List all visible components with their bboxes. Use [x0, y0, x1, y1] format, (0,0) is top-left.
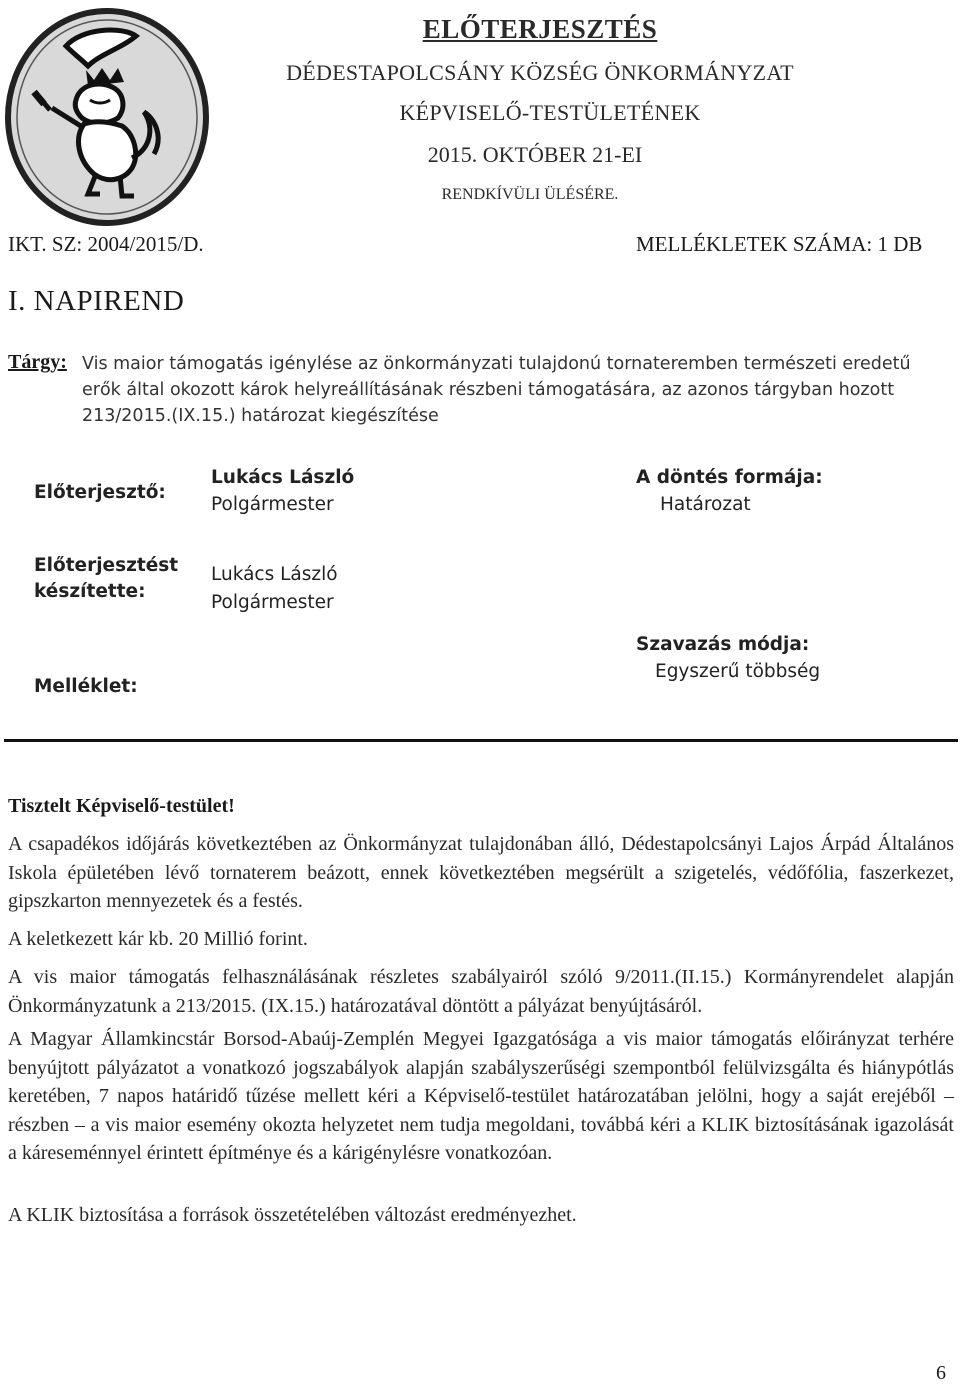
presenter-title: Polgármester [211, 494, 334, 515]
page-number: 6 [936, 1362, 946, 1384]
attachments-count: MELLÉKLETEK SZÁMA: 1 DB [636, 232, 923, 256]
voting-method-value: Egyszerű többség [655, 661, 821, 682]
coat-of-arms-seal-icon [4, 8, 210, 226]
voting-method-label: Szavazás módja: [636, 634, 810, 655]
organization-name: DÉDESTAPOLCSÁNY KÖZSÉG ÖNKORMÁNYZAT [286, 60, 794, 85]
section-divider [4, 739, 958, 742]
attachment-label: Melléklet: [34, 676, 138, 697]
file-number: IKT. SZ: 2004/2015/D. [8, 232, 204, 256]
document-title: ELŐTERJESZTÉS [422, 14, 658, 44]
salutation: Tisztelt Képviselő-testület! [8, 795, 235, 817]
body-paragraph: A keletkezett kár kb. 20 Millió forint. [8, 928, 308, 950]
organization-body: KÉPVISELŐ-TESTÜLETÉNEK [399, 100, 701, 125]
decision-form-label: A döntés formája: [636, 467, 823, 488]
decision-form-value: Határozat [660, 494, 751, 515]
subject-text: Vis maior támogatás igénylése az önkormányzati tulajdonú tornateremben természeti eredetű erők által okozott károk helyreállításának részbeni támogatására, az azonos tárgyban hozott 213/2015.(IX.15.) határozat kiegészítése [82, 354, 911, 426]
meeting-type: RENDKÍVÜLI ÜLÉSÉRE. [441, 186, 619, 203]
prepared-by-label-line2: készítette: [34, 581, 146, 602]
body-paragraph: A csapadékos időjárás következtében az Önkormányzat tulajdonában álló, Dédestapolcsányi Lajos Árpád Általános Iskola épületében lévő tornaterem beázott, ennek következtében megsérült a szigetelés, védőfólia, faszerkezet, gipszkarton mennyezetek és a festés. [8, 833, 954, 912]
prepared-by-name: Lukács László [211, 564, 338, 585]
meeting-date: 2015. OKTÓBER 21-EI [427, 142, 643, 167]
body-paragraph: A vis maior támogatás felhasználásának részletes szabályairól szóló 9/2011.(II.15.) Kormányrendelet alapján Önkormányzatunk a 213/2015. (IX.15.) határozatával döntött a pályázat benyújtásáról. [8, 966, 954, 1017]
subject-label: Tárgy: [8, 351, 67, 373]
presenter-label: Előterjesztő: [34, 482, 166, 503]
presenter-name: Lukács László [211, 467, 355, 488]
prepared-by-label [34, 553, 178, 605]
prepared-by-title: Polgármester [211, 592, 334, 613]
agenda-heading: I. NAPIREND [8, 285, 185, 317]
prepared-by-label-line1: Előterjesztést [34, 555, 179, 576]
body-paragraph: A KLIK biztosítása a források összetételében változást eredményezhet. [8, 1204, 577, 1226]
body-paragraph: A Magyar Államkincstár Borsod-Abaúj-Zemplén Megyei Igazgatósága a vis maior támogatás előirányzat terhére benyújtott pályázatot a vonatkozó jogszabályok alapján szabályszerűségi szempontból felülvizsgálta és hiánypótlás keretében, 7 napos határidő tűzése mellett kéri a Képviselő-testület határozatában jelölni, hogy a saját erejéből – részben – a vis maior esemény okozta helyzetet nem tudja megoldani, továbbá kéri a KLIK biztosításának igazolását a káreseménnyel érintett építménye és a kárigénylésre vonatkozóan. [8, 1028, 954, 1164]
